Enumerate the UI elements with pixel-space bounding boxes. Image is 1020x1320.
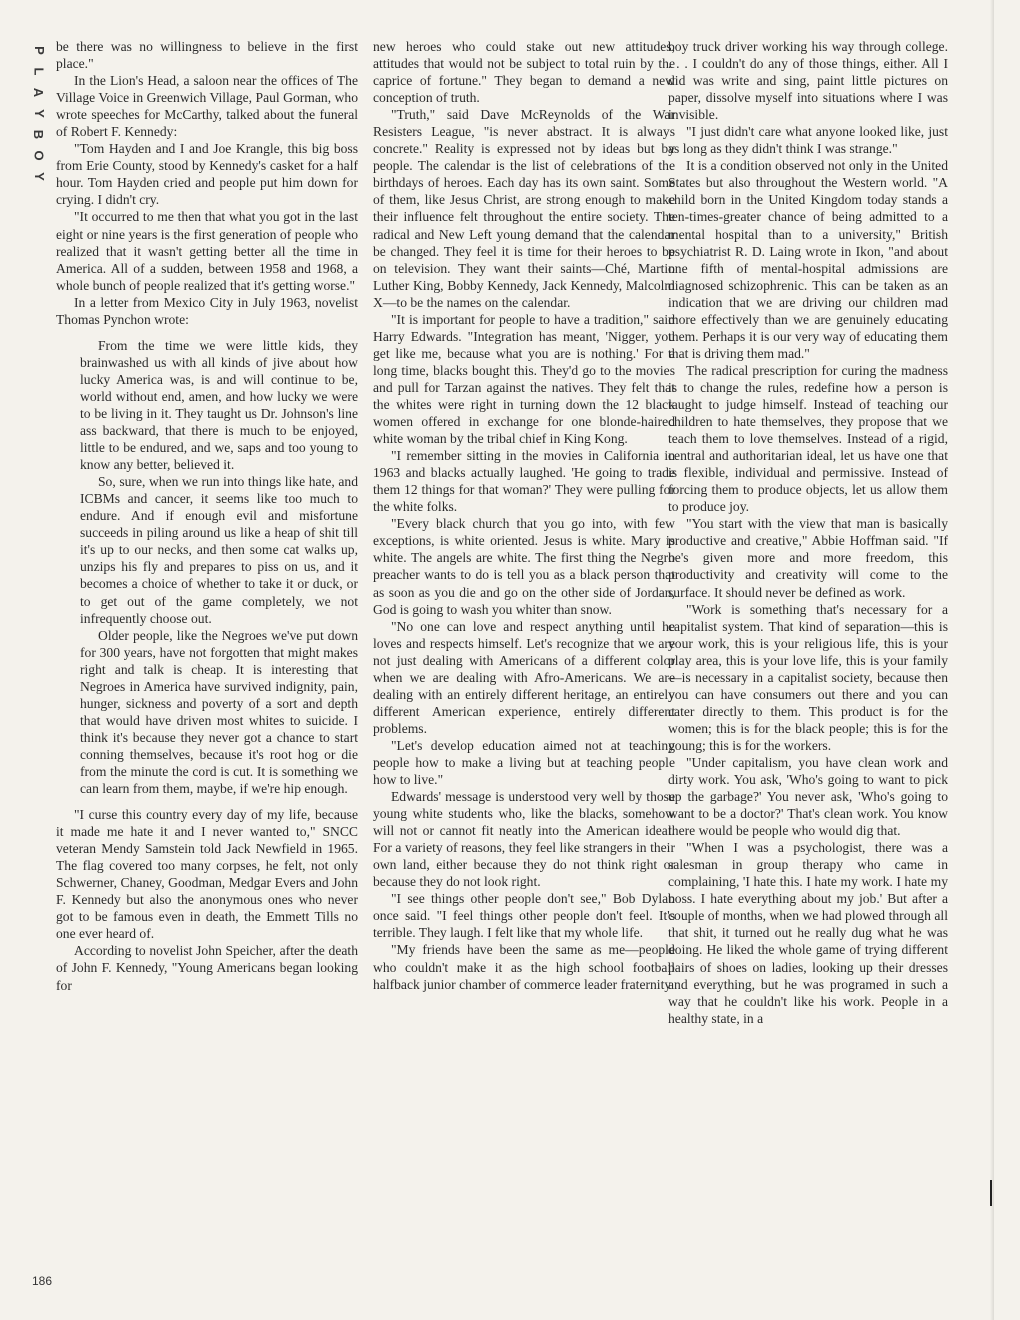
paragraph: The radical prescription for curing the madness is to change the rules, redefine how a person is taught to judge himself. Instead of teaching our children to hate themselves, they propose that we teach them to love themselves. Instead of a rigid, central and authoritarian ideal, let us have one that is flexible, individual and permissive. Instead of forcing them to produce objects, let us allow them to produce joy. [668,362,948,515]
masthead-letter: P [31,46,47,55]
paragraph: "It occurred to me then that what you got in the last eight or nine years is the first generation of people who realized that it wasn't getting better all the time in America. All of a sudden, between 1958 and 1968, a whole bunch of people realized that it's getting worse." [56,209,358,293]
page-edge [990,0,994,1320]
paragraph: "I see things other people don't see," Bob Dylan once said. "I feel things other people don't feel. It's terrible. They laugh. I felt like that my whole life. [373,891,675,941]
masthead-letter: Y [31,172,47,181]
paragraph: be there was no willingness to believe in the first place." [56,39,358,72]
masthead-letter: Y [31,109,47,118]
paragraph: "Let's develop education aimed not at teaching people how to make a living but at teaching people how to live." [373,737,675,788]
masthead-letter: A [31,87,47,98]
paragraph: "Work is something that's necessary for a capitalist system. That kind of separation—this is your work, this is your religious life, this is your play area, this is your love life, this is your family—is necessary in a capitalist society, because then you can have consumers out there and you can cater directly to them. This product is for the women; this is for the black people; this is for the young; this is for the workers. [668,601,948,753]
masthead-letter: O [31,150,47,161]
paragraph: From the time we were little kids, they brainwashed us with all kinds of jive about how lucky America was, is and will continue to be, world without end, amen, and how lucky we were to be living in it. They taught us Dr. Johnson's line ass backward, that there is much to be enjoyed, little to be endured, and we, saps and too young to know any better, believed it. [80,337,358,473]
paragraph: So, sure, when we run into things like hate, and ICBMs and cancer, it seems like too much to endure. And if enough evil and misfortune succeeds in piling around us like a heap of shit till it's up to our necks, and then some cat walks up, unzips his fly and prepares to piss on us, and it becomes a choice of whether to take it or duck, or to get out of the game completely, we not infrequently choose out. [80,474,358,626]
page-number: 186 [32,1274,53,1288]
paragraph: "You start with the view that man is basically productive and creative," Abbie Hoffman said. "If he's given more and more freedom, this productivity and creativity will come to the surface. It should never be defined as work. [668,516,948,600]
paragraph: In the Lion's Head, a saloon near the offices of The Village Voice in Greenwich Village, Paul Gorman, who wrote speeches for McCarthy, talked about the funeral of Robert F. Kennedy: [56,73,358,140]
masthead-letter: B [31,129,47,140]
column-3 [668,38,948,1293]
paragraph: According to novelist John Speicher, after the death of John F. Kennedy, "Young Americans began looking for [56,943,358,993]
paragraph: "When I was a psychologist, there was a salesman in group therapy who came in complaining, 'I hate this. I hate my work. I hate my boss. I hate everything about my job.' But after a couple of months, when we had plowed through all that shit, it turned out he really dug what he was doing. He liked the whole game of trying different pairs of shoes on ladies, looking up their dresses and everything, but he was programed in such a way that he couldn't like his work. People in a healthy state, in a [668,840,948,1026]
paragraph: new heroes who could stake out new attitudes, attitudes that would not be subject to total ruin by the caprice of fortune." They began to demand a new conception of truth. [373,39,675,106]
paragraph: Edwards' message is understood very well by those young white students who, like the blacks, somehow will not or cannot fit neatly into the American ideal. For a variety of reasons, they feel like strangers in their own land, either because they do not think right or because they do not look right. [373,789,675,890]
paragraph: boy truck driver working his way through college. . . . I couldn't do any of those things, either. All I did was write and sing, paint little pictures on paper, dissolve myself into situations where I was invisible. [668,39,948,123]
paragraph: "Tom Hayden and I and Joe Krangle, this big boss from Erie County, stood by Kennedy's casket for a half hour. Tom Hayden cried and people put him down for crying. I didn't cry. [56,141,358,208]
paragraph: "My friends have been the same as me—people who couldn't make it as the high school football halfback junior chamber of commerce leader fraternity [373,942,675,992]
masthead-letter: L [31,67,47,76]
column-1 [56,38,358,1293]
pynchon-letter-quote [56,337,358,797]
magazine-masthead [28,40,50,187]
paragraph: "Under capitalism, you have clean work and dirty work. You ask, 'Who's going to want to pick up the garbage?' You never ask, 'Who's going to want to be a doctor?' That's clean work. You know there would be people who would dig that. [668,754,948,839]
margin-mark [990,1180,992,1206]
paragraph: "I just didn't care what anyone looked like, just as long as they didn't think I was strange." [668,124,948,157]
paragraph: In a letter from Mexico City in July 1963, novelist Thomas Pynchon wrote: [56,294,358,327]
paragraph: "I curse this country every day of my life, because it made me hate it and I never wanted to," SNCC veteran Mendy Samstein told Jack Newfield in 1965. The flag covered too many corpses, he felt, not only Schwerner, Chaney, Goodman, Medgar Evers and John F. Kennedy but also the anonymous ones who never got to be famous even in death, the Emmett Tills no one ever heard of. [56,807,358,942]
column-2 [373,38,675,1293]
paragraph: "No one can love and respect anything until he loves and respects himself. Let's recognize that we are not just dealing with Americans of a different color when we are dealing with Afro-Americans. We are dealing with an entirely different heritage, an entirely different American experience, entirely different problems. [373,618,675,736]
paragraph: Older people, like the Negroes we've put down for 300 years, have not forgotten that might makes right and talk is cheap. It is interesting that Negroes in America have survived indignity, pain, hunger, sickness and poverty of a sort and depth that would have driven most whites to suicide. I think it's because they never got a chance to start conning themselves, because it's root hog or die from the minute the cord is cut. It is something we can learn from them, maybe, if we're hip enough. [80,627,358,797]
paragraph: "Truth," said Dave McReynolds of the War Resisters League, "is never abstract. It is always concrete." Reality is expressed not by ideas but by people. The calendar is the list of celebrations of the birthdays of heroes. Each day has its own saint. Some of them, like Jesus Christ, are strong enough to make their influence felt throughout the entire society. The radical and New Left young demand that the calendar be changed. They feel it is time for their heroes to be on television. They want their saints—Ché, Martin Luther King, Bobby Kennedy, Jack Kennedy, Malcolm X—to be the names on the calendar. [373,107,675,310]
paragraph: "Every black church that you go into, with few exceptions, is white oriented. Jesus is white. Mary is white. The angels are white. The first thing the Negro preacher wants to do is tell you as a black person that as soon as you die and go on the other side of Jordan, God is going to wash you whiter than snow. [373,516,675,617]
paragraph: "I remember sitting in the movies in California in 1963 and blacks actually laughed. 'He going to trade them 12 things for that woman?' They were pulling for the white folks. [373,448,675,515]
paragraph: It is a condition observed not only in the United States but also throughout the Western world. "A child born in the United Kingdom today stands a ten-times-greater chance of being admitted to a mental hospital than to a university," British psychiatrist R. D. Laing wrote in Ikon, "and about one fifth of mental-hospital admissions are diagnosed schizophrenic. This can be taken as an indication that we are driving our children mad more effectively than we are genuinely educating them. Perhaps it is our very way of educating them that is driving them mad." [668,158,948,361]
paragraph: "It is important for people to have a tradition," said Harry Edwards. "Integration has meant, 'Nigger, you get like me, because what you are is nothing.' For a long time, blacks bought this. They'd go to the movies and pull for Tarzan against the natives. They felt that the whites were right in turning down the 12 black women offered in exchange for one blonde-haired white woman by the tribal chief in King Kong. [373,311,675,447]
